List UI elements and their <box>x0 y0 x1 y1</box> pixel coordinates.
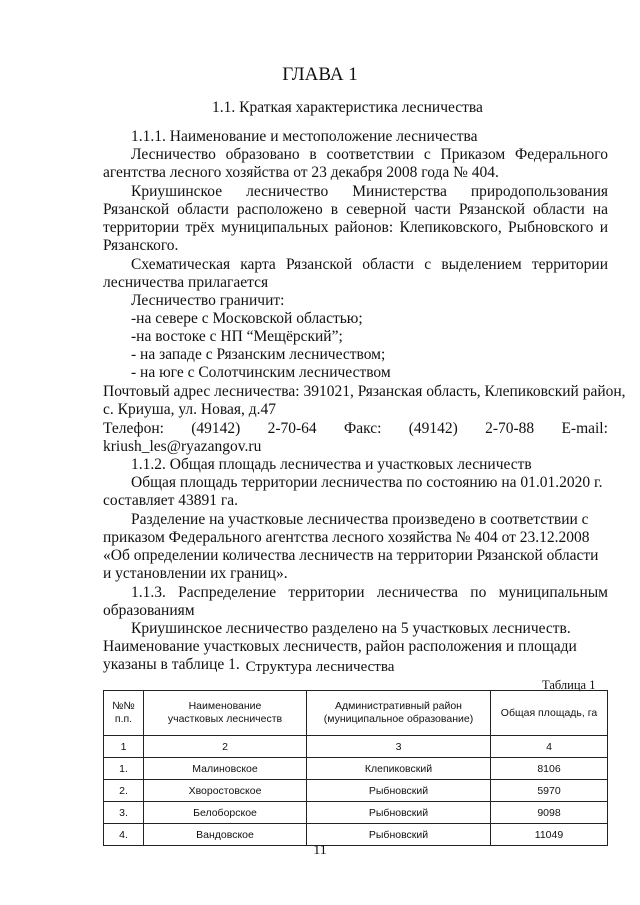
subsection-1-1-2-title: 1.1.2. Общая площадь лесничества и участковых лесничеств <box>131 456 532 473</box>
fax-label: Факс: <box>343 420 382 437</box>
paragraph-line: агентства лесного хозяйства от 23 декабря 2008 года № 404. <box>103 164 499 181</box>
row-num: 3. <box>104 802 144 824</box>
table-label: Таблица 1 <box>542 678 596 692</box>
colnum-cell: 2 <box>144 736 307 758</box>
paragraph-line: приказом Федерального агентства лесного хозяйства № 404 от 23.12.2008 <box>103 529 590 546</box>
paragraph-line: Криушинское лесничество Министерства природопользования <box>131 183 608 200</box>
paragraph-line: Схематическая карта Рязанской области с выделением территории <box>131 256 608 273</box>
row-num: 2. <box>104 780 144 802</box>
phone-label: Телефон: <box>103 420 164 437</box>
paragraph-line: лесничества прилагается <box>103 274 269 291</box>
row-area: 11049 <box>491 824 608 846</box>
email-address: kriush_les@ryazangov.ru <box>103 438 262 455</box>
table-row <box>104 802 608 824</box>
paragraph-line: Разделение на участковые лесничества произведено в соответствии с <box>131 511 589 528</box>
row-district: Рыбновский <box>307 824 491 846</box>
table-row <box>104 758 608 780</box>
row-name: Хворостовское <box>144 780 307 802</box>
subsection-1-1-3-title: 1.1.3. Распределение территории лесничества по муниципальным <box>131 584 608 601</box>
fax-number: 2-70-88 <box>485 420 535 437</box>
row-area: 8106 <box>491 758 608 780</box>
chapter-heading: ГЛАВА 1 <box>282 64 358 85</box>
colnum-cell: 1 <box>104 736 144 758</box>
row-area: 5970 <box>491 780 608 802</box>
paragraph-line: территории трёх муниципальных районов: Клепиковского, Рыбновского и <box>103 219 608 236</box>
paragraph-line: Наименование участковых лесничеств, район расположения и площади <box>103 638 577 655</box>
subsection-1-1-1-title: 1.1.1. Наименование и местоположение лесничества <box>131 128 478 145</box>
paragraph-line: Общая площадь территории лесничества по состоянию на 01.01.2020 г. <box>131 474 603 491</box>
borders-intro: Лесничество граничит: <box>131 292 285 309</box>
paragraph-line: Рязанской области расположено в северной части Рязанской области на <box>103 201 608 218</box>
phone-code: (49142) <box>191 420 241 437</box>
paragraph-line: и установлении их границ». <box>103 565 288 582</box>
header-area: Общая площадь, га <box>491 691 608 736</box>
paragraph-line: Криушинское лесничество разделено на 5 участковых лесничеств. <box>131 620 571 637</box>
border-west: - на западе с Рязанским лесничеством; <box>131 346 386 363</box>
row-name: Белоборское <box>144 802 307 824</box>
fax-code: (49142) <box>408 420 458 437</box>
postal-address-line-2: с. Криуша, ул. Новая, д.47 <box>103 401 276 418</box>
border-south: - на юге с Солотчинским лесничеством <box>131 364 391 381</box>
paragraph-line: «Об определении количества лесничеств на территории Рязанской области <box>103 547 599 564</box>
row-name: Малиновское <box>144 758 307 780</box>
table-header-row <box>104 691 608 736</box>
border-north: -на севере с Московской областью; <box>131 310 363 327</box>
contacts-row <box>103 420 608 438</box>
row-name: Вандовское <box>144 824 307 846</box>
email-label: E-mail: <box>561 420 608 437</box>
paragraph-line: составляет 43891 га. <box>103 492 238 509</box>
colnum-cell: 4 <box>491 736 608 758</box>
paragraph-line: Рязанского. <box>103 237 179 254</box>
table-title: Структура лесничества <box>245 659 395 675</box>
phone-number: 2-70-64 <box>267 420 317 437</box>
row-num: 1. <box>104 758 144 780</box>
page-number: 11 <box>313 843 327 858</box>
paragraph-line: Лесничество образовано в соответствии с Приказом Федерального <box>131 146 608 163</box>
row-district: Рыбновский <box>307 780 491 802</box>
header-num: №№ п.п. <box>104 691 144 736</box>
row-area: 9098 <box>491 802 608 824</box>
structure-table <box>103 690 608 846</box>
postal-address: Почтовый адрес лесничества: 391021, Рязанская область, Клепиковский район, <box>103 383 626 400</box>
row-district: Клепиковский <box>307 758 491 780</box>
row-district: Рыбновский <box>307 802 491 824</box>
border-east: -на востоке с НП “Мещёрский”; <box>131 328 343 345</box>
paragraph-line: указаны в таблице 1. <box>103 656 240 673</box>
subsection-1-1-3-title-line-2: образованиям <box>103 602 195 619</box>
colnum-cell: 3 <box>307 736 491 758</box>
header-name: Наименование участковых лесничеств <box>144 691 307 736</box>
table-colnum-row <box>104 736 608 758</box>
table-row <box>104 780 608 802</box>
section-title: 1.1. Краткая характеристика лесничества <box>212 99 483 116</box>
header-district: Административный район (муниципальное образование) <box>307 691 491 736</box>
row-num: 4. <box>104 824 144 846</box>
